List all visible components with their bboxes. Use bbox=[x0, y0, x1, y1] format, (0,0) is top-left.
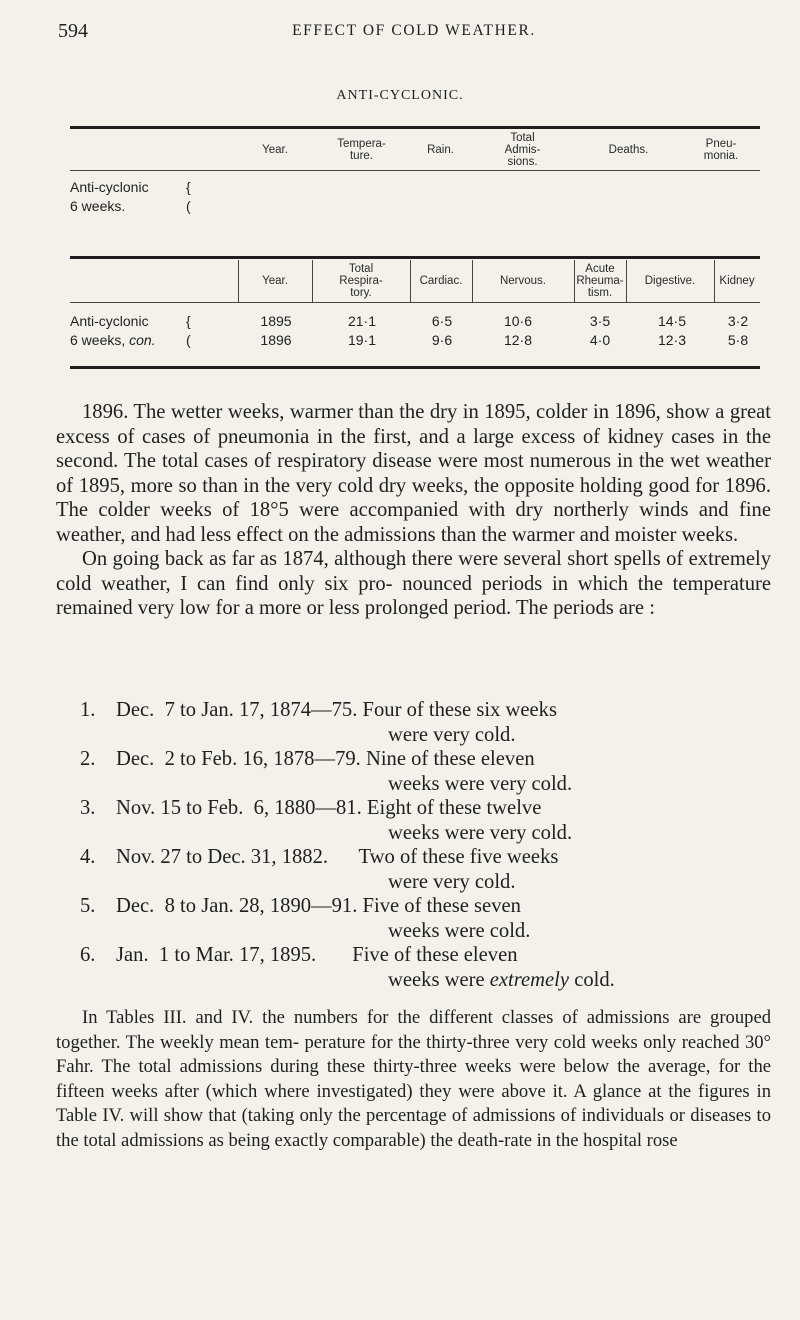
period-item bbox=[56, 698, 771, 747]
table-cell: 3·5 bbox=[589, 313, 611, 329]
period-item bbox=[56, 796, 771, 845]
column-header: Total Admis- sions. bbox=[504, 132, 541, 168]
table-cell: 3·2 bbox=[727, 313, 749, 329]
column-header: Acute Rheuma- tism. bbox=[576, 263, 624, 299]
period-note: were very cold. bbox=[388, 723, 516, 746]
column-rule bbox=[714, 260, 715, 302]
anti-cyclonic-table-part1 bbox=[70, 126, 760, 260]
header-rule bbox=[70, 302, 760, 303]
period-dates: Dec. 8 to Jan. 28, 1890—91. Five of these seven bbox=[116, 895, 521, 917]
cold-periods-list bbox=[56, 698, 771, 992]
column-header: Kidney bbox=[719, 275, 755, 287]
column-rule bbox=[626, 260, 627, 302]
table-cell: 4·0 bbox=[589, 332, 611, 348]
body-paragraphs bbox=[56, 400, 771, 621]
row-label: Anti-cyclonic 6 weeks, con. bbox=[70, 313, 156, 348]
table-caption: ANTI-CYCLONIC. bbox=[336, 88, 464, 103]
column-header: Tempera- ture. bbox=[337, 138, 386, 162]
table-cell: 6·5 bbox=[431, 313, 453, 329]
column-rule bbox=[312, 260, 313, 302]
brace-mark: { ( bbox=[186, 179, 191, 214]
column-rule bbox=[238, 260, 239, 302]
paragraph-going-back: On going back as far as 1874, although there were several short spells of extremely cold weather, I can find only six pro- nounced periods in which the temperature remained very low for a more or less prolonged period. The periods are : bbox=[56, 548, 771, 619]
paragraph-1896: 1896. The wetter weeks, warmer than the dry in 1895, colder in 1896, show a great excess of cases of pneumonia in the first, and a large excess of kidney cases in the second. The total cases of respiratory disease were most numerous in the wet weather of 1895, more so than in the very cold dry weeks, the opposite holding good for 1896. The colder weeks of 18°5 were accompanied with dry northerly winds and fine weather, and had less effect on the admissions than the warmer and moister weeks. bbox=[56, 401, 771, 546]
period-item bbox=[56, 943, 771, 992]
table-cell: 1895 bbox=[260, 313, 292, 329]
period-dates: Dec. 7 to Jan. 17, 1874—75. Four of these six weeks bbox=[116, 699, 557, 721]
period-note: weeks were very cold. bbox=[388, 772, 573, 795]
column-header: Digestive. bbox=[644, 275, 696, 287]
period-number: 3. bbox=[80, 797, 96, 819]
period-item bbox=[56, 845, 771, 894]
header-rule bbox=[70, 170, 760, 171]
table-top-rule bbox=[70, 126, 760, 129]
table-cell: 12·3 bbox=[657, 332, 687, 348]
period-note: weeks were cold. bbox=[388, 919, 531, 942]
table-cell: 19·1 bbox=[347, 332, 377, 348]
anti-cyclonic-table-part2 bbox=[70, 258, 760, 370]
table-cell: 14·5 bbox=[657, 313, 687, 329]
column-header: Cardiac. bbox=[419, 275, 463, 287]
period-number: 2. bbox=[80, 748, 96, 770]
period-number: 6. bbox=[80, 944, 96, 966]
page-number: 594 bbox=[58, 20, 88, 42]
column-rule bbox=[472, 260, 473, 302]
brace-mark: { ( bbox=[186, 313, 191, 348]
table-bottom-rule bbox=[70, 366, 760, 369]
table-cell: 9·6 bbox=[431, 332, 453, 348]
table-cell: 21·1 bbox=[347, 313, 377, 329]
running-title: EFFECT OF COLD WEATHER. bbox=[292, 22, 536, 39]
period-item bbox=[56, 747, 771, 796]
row-label: Anti-cyclonic 6 weeks. bbox=[70, 179, 149, 214]
running-head bbox=[58, 20, 770, 46]
period-dates: Dec. 2 to Feb. 16, 1878—79. Nine of these eleven bbox=[116, 748, 535, 770]
column-rule bbox=[574, 260, 575, 302]
column-header: Year. bbox=[262, 144, 288, 156]
table-cell: 1896 bbox=[260, 332, 292, 348]
column-header: Pneu- monia. bbox=[703, 138, 739, 162]
period-note: were very cold. bbox=[388, 870, 516, 893]
table-cell: 5·8 bbox=[727, 332, 749, 348]
table-cell: 10·6 bbox=[503, 313, 533, 329]
paragraph-tables-iii-iv: In Tables III. and IV. the numbers for the different classes of admissions are grouped together. The weekly mean tem- perature for the thirty-three very cold weeks only reached 30° Fahr. The total admissions during these thirty-three weeks were below the average, for the fifteen weeks after (which where investigated) they were above it. A glance at the figures in Table IV. will show that (taking only the percentage of admissions of individuals or diseases to the total admissions as being exactly comparable) the death-rate in the hospital rose bbox=[56, 1007, 771, 1151]
period-item bbox=[56, 894, 771, 943]
period-number: 5. bbox=[80, 895, 96, 917]
period-number: 4. bbox=[80, 846, 96, 868]
column-header: Nervous. bbox=[499, 275, 547, 287]
column-header: Year. bbox=[262, 275, 288, 287]
period-dates: Jan. 1 to Mar. 17, 1895. Five of these eleven bbox=[116, 944, 518, 966]
column-header: Deaths. bbox=[608, 144, 649, 156]
column-rule bbox=[410, 260, 411, 302]
column-header: Rain. bbox=[427, 144, 454, 156]
table-cell: 12·8 bbox=[503, 332, 533, 348]
period-dates: Nov. 15 to Feb. 6, 1880—81. Eight of these twelve bbox=[116, 797, 542, 819]
body-paragraph-tables bbox=[56, 1006, 771, 1154]
column-header: Total Respira- tory. bbox=[339, 263, 383, 299]
period-note: weeks were very cold. bbox=[388, 821, 573, 844]
period-note: weeks were extremely cold. bbox=[388, 968, 615, 991]
period-number: 1. bbox=[80, 699, 96, 721]
period-dates: Nov. 27 to Dec. 31, 1882. Two of these five weeks bbox=[116, 846, 559, 868]
